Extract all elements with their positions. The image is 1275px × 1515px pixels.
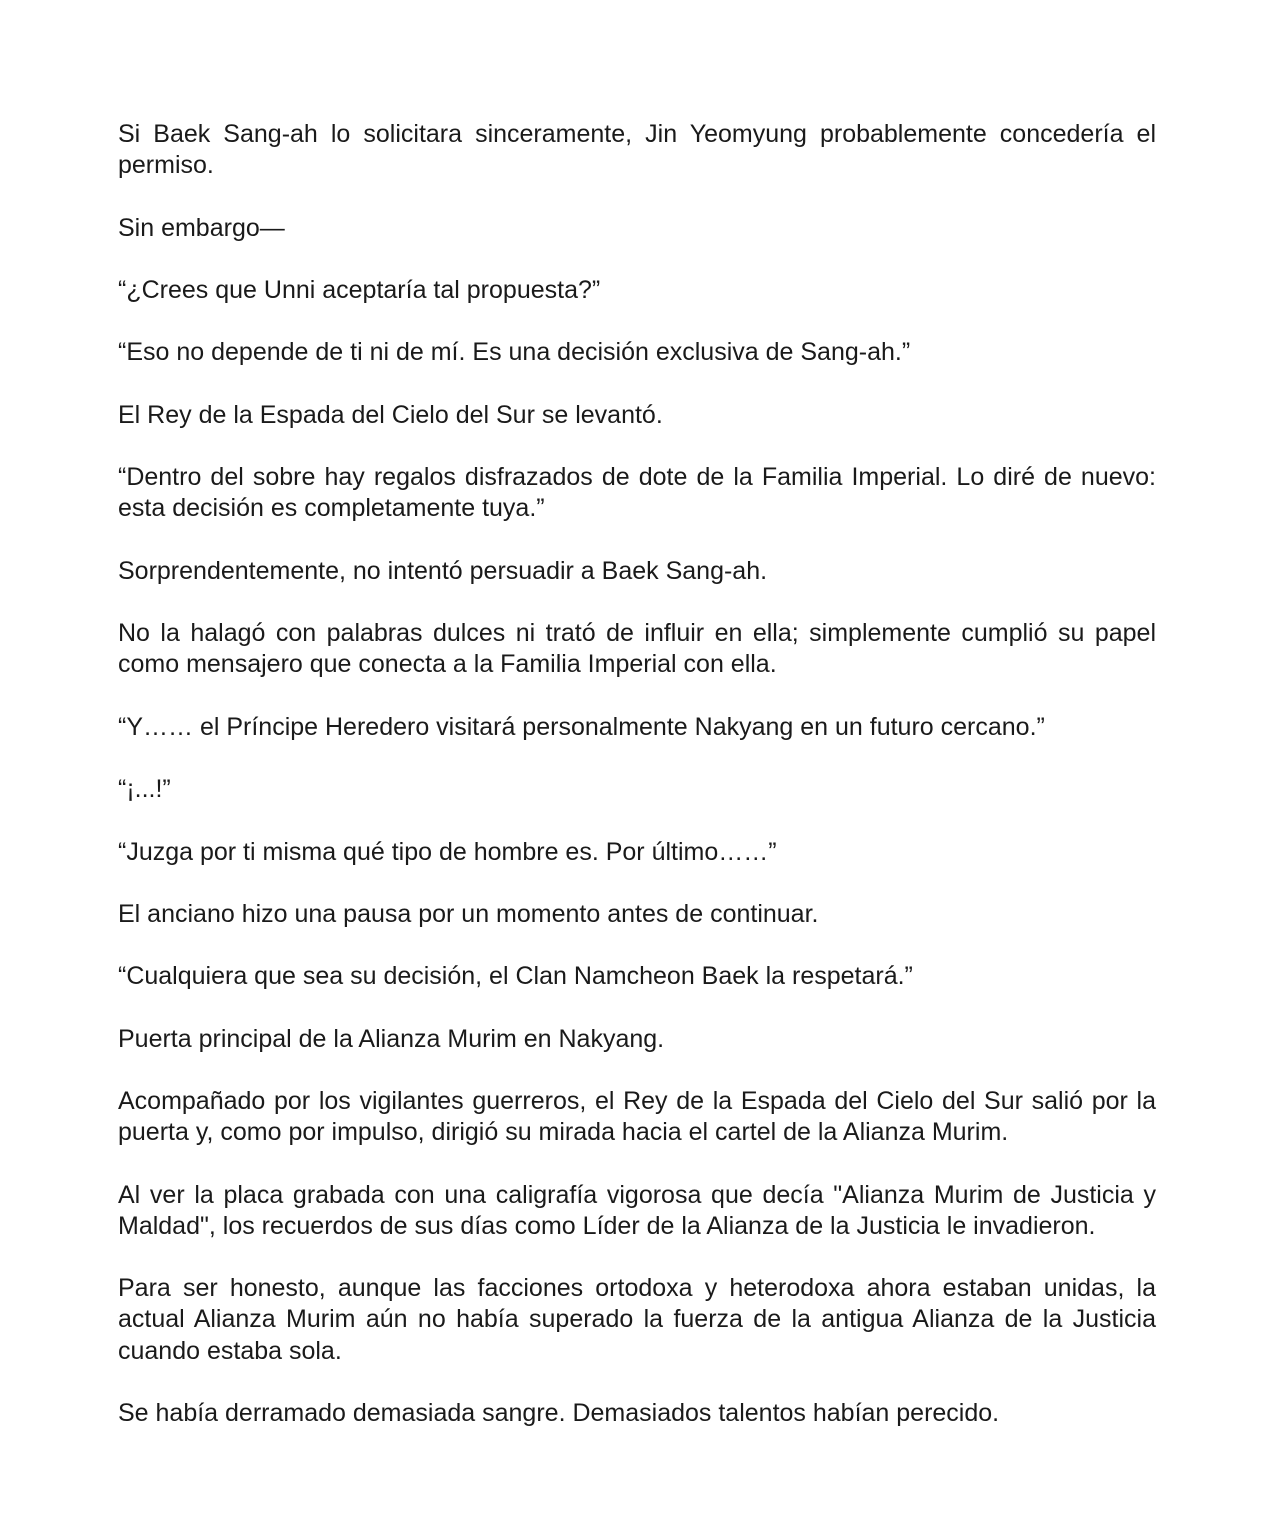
paragraph: “Y…… el Príncipe Heredero visitará personalmente Nakyang en un futuro cercano.” [118,712,1045,741]
paragraph: Sorprendentemente, no intentó persuadir a Baek Sang-ah. [118,556,768,585]
paragraph: “¡...!” [118,775,171,804]
paragraph: Sin embargo— [118,213,285,242]
paragraph: Se había derramado demasiada sangre. Demasiados talentos habían perecido. [118,1399,1000,1428]
paragraph: Acompañado por los vigilantes guerreros, el Rey de la Espada del Cielo del Sur salió por la puerta y, como por impulso, dirigió su mirada hacia el cartel de la Alianza Murim. [118,1087,1156,1147]
paragraph: Al ver la placa grabada con una caligrafía vigorosa que decía "Alianza Murim de Justicia y Maldad", los recuerdos de sus días como Líder de la Alianza de la Justicia le invadieron. [118,1180,1156,1240]
paragraph: “Juzga por ti misma qué tipo de hombre es. Por último……” [118,837,777,866]
paragraph: Puerta principal de la Alianza Murim en Nakyang. [118,1024,665,1053]
paragraph: “Cualquiera que sea su decisión, el Clan Namcheon Baek la respetará.” [118,962,913,991]
paragraph: “Dentro del sobre hay regalos disfrazados de dote de la Familia Imperial. Lo diré de nuevo: esta decisión es completamente tuya.” [118,463,1156,523]
paragraph: No la halagó con palabras dulces ni trató de influir en ella; simplemente cumplió su papel como mensajero que conecta a la Familia Imperial con ella. [118,619,1156,679]
document-page [118,119,1156,1429]
paragraph: “Eso no depende de ti ni de mí. Es una decisión exclusiva de Sang-ah.” [118,338,911,367]
paragraph: “¿Crees que Unni aceptaría tal propuesta?” [118,275,601,304]
paragraph: El Rey de la Espada del Cielo del Sur se levantó. [118,400,663,429]
paragraph: Si Baek Sang-ah lo solicitara sinceramente, Jin Yeomyung probablemente concedería el permiso. [118,120,1156,180]
paragraph: Para ser honesto, aunque las facciones ortodoxa y heterodoxa ahora estaban unidas, la actual Alianza Murim aún no había superado la fuerza de la antigua Alianza de la Justicia cuando estaba sola. [118,1274,1156,1365]
paragraph: El anciano hizo una pausa por un momento antes de continuar. [118,899,819,928]
